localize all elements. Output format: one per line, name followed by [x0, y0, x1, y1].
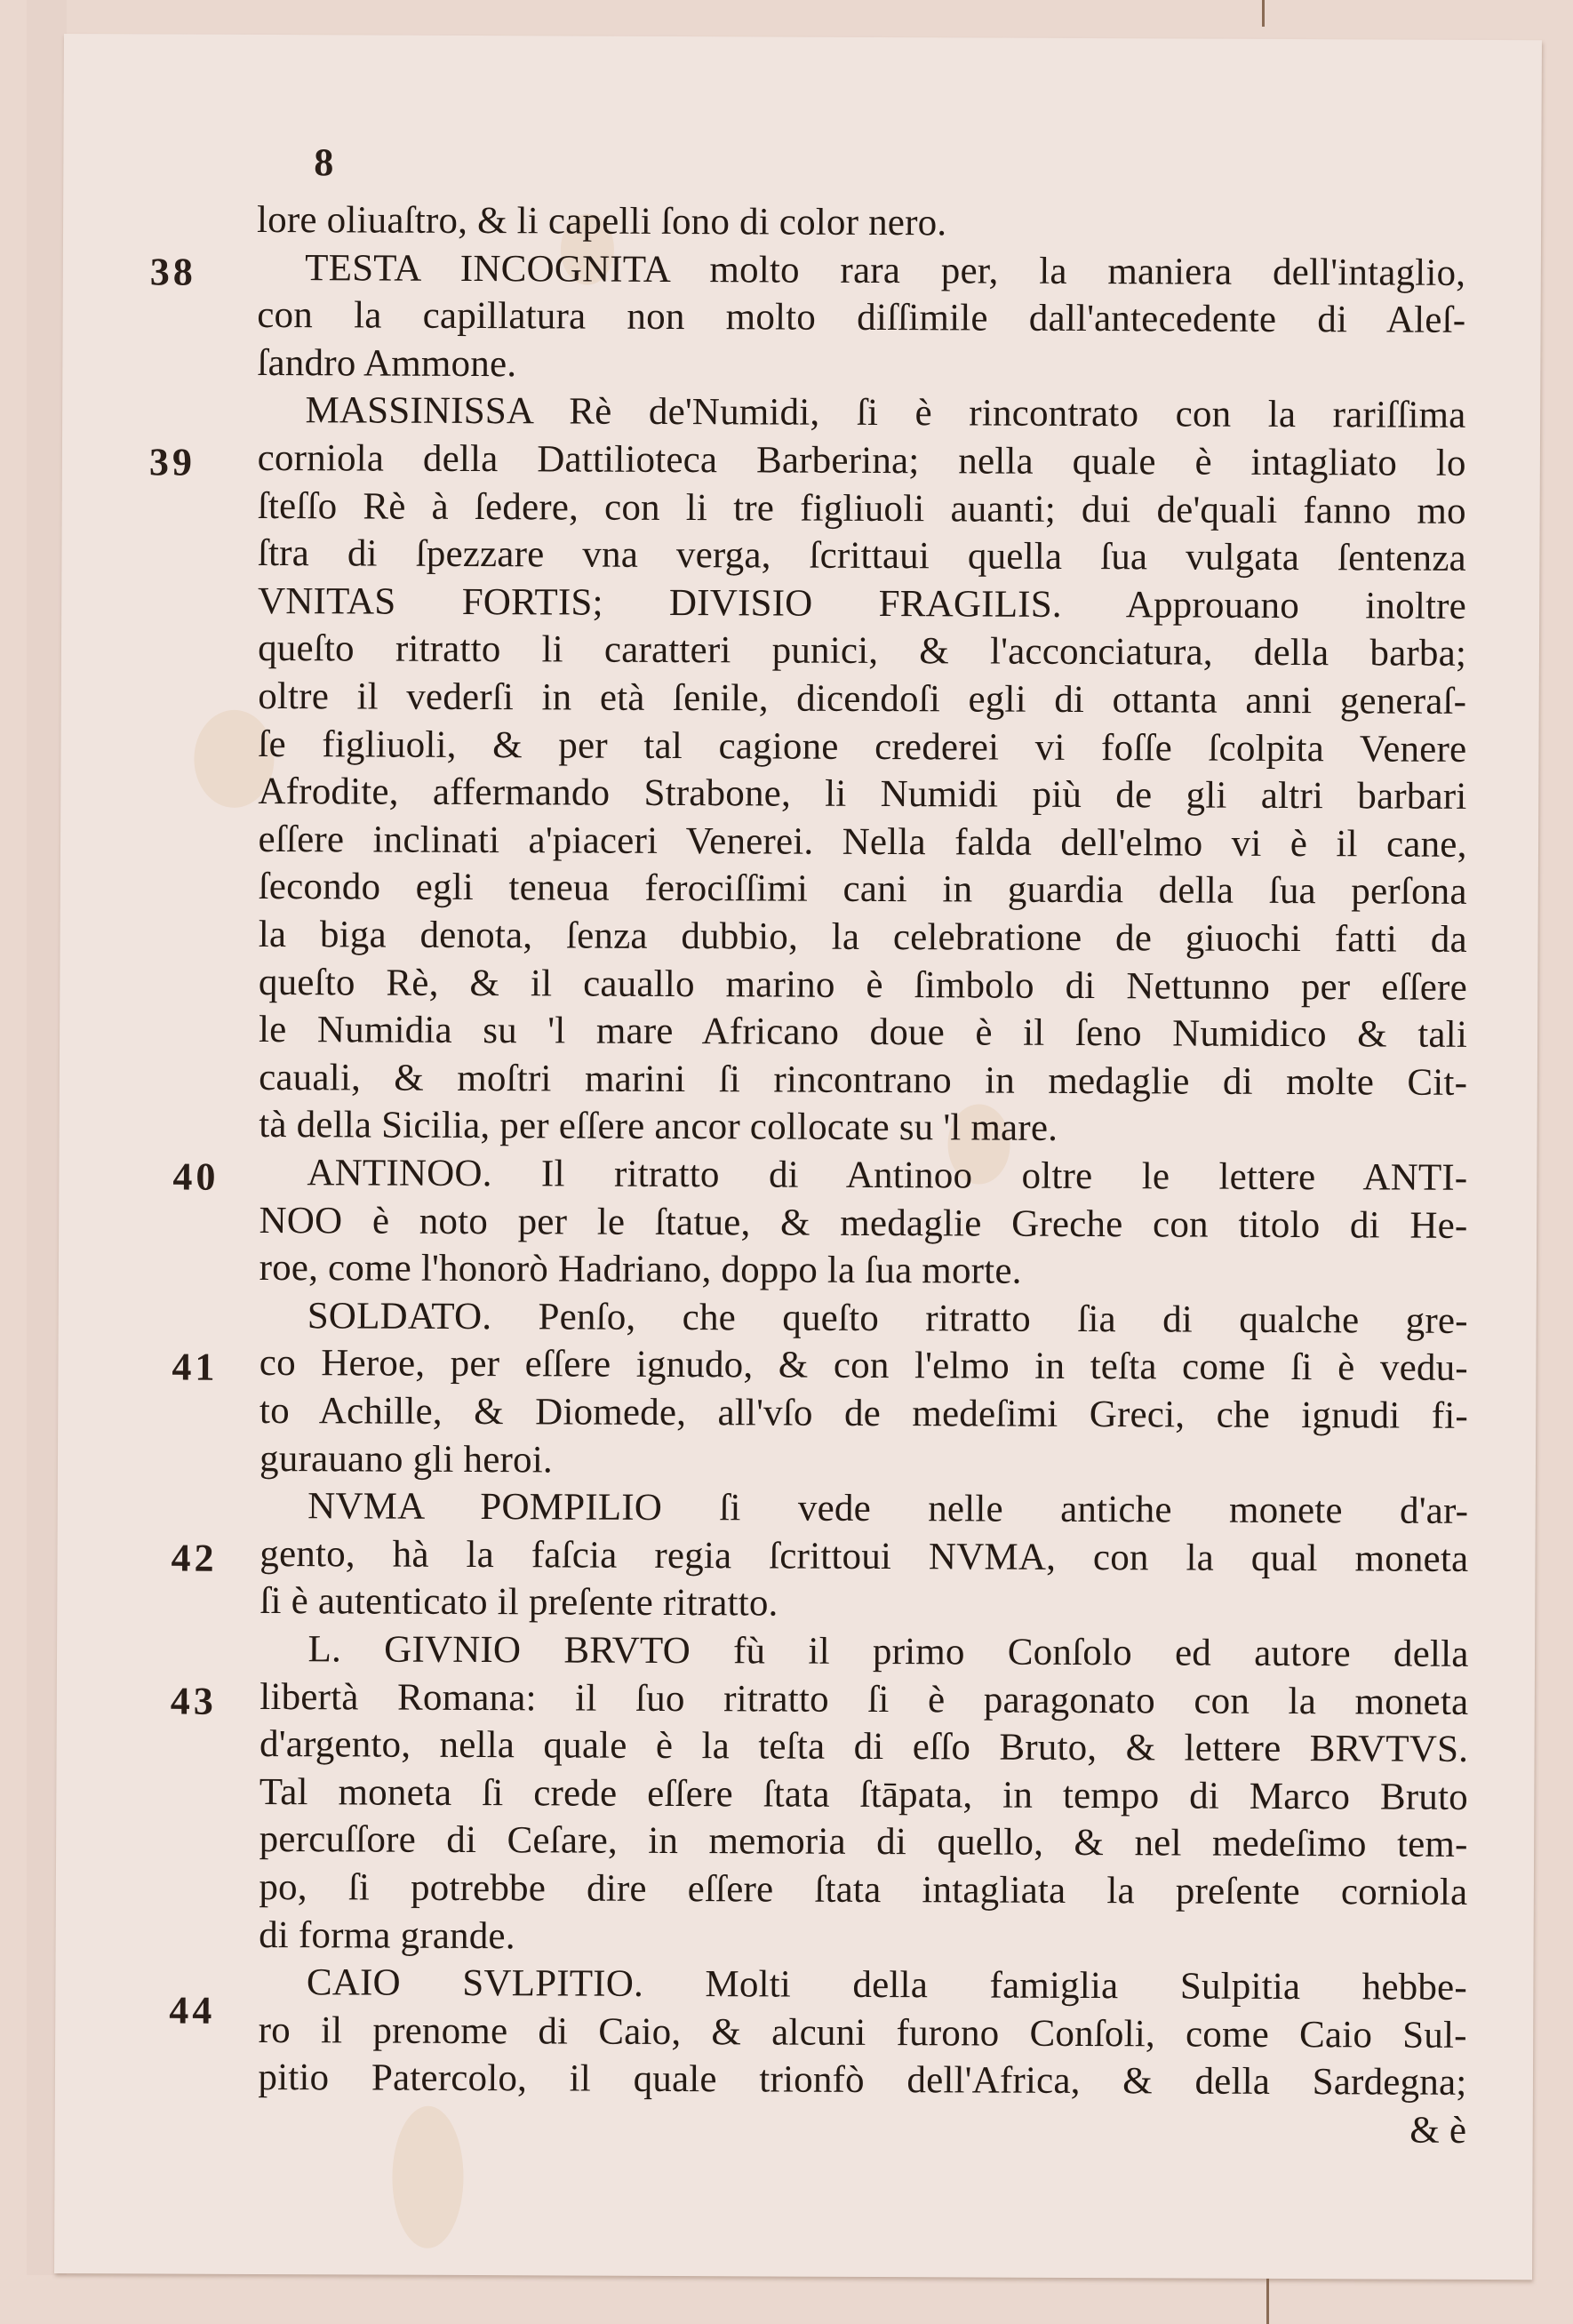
text-line — [258, 435, 1466, 488]
text-line — [259, 1101, 1467, 1154]
text-line — [259, 1054, 1467, 1107]
text-line — [259, 1149, 1467, 1202]
text-line-content: d'argento, nella quale è la teſta di eſſo Bruto, & lettere BRVTVS. — [260, 1723, 1469, 1771]
text-line — [257, 291, 1465, 345]
text-line-content: ANTINOO. Il ritratto di Antinoo oltre le lettere ANTI- — [307, 1152, 1468, 1199]
text-line — [260, 1482, 1468, 1536]
text-line — [260, 1339, 1468, 1393]
page-number: 8 — [314, 140, 334, 185]
text-line — [259, 959, 1467, 1012]
text-line-content: TESTA INCOGNITA molto rara per, la maniera dell'intaglio, — [305, 246, 1466, 294]
text-line-content: NVMA POMPILIO ſi vede nelle antiche monete d'ar- — [307, 1485, 1469, 1533]
text-line-content: roe, come l'honorò Hadriano, doppo la ſua morte. — [259, 1247, 1022, 1292]
text-line — [260, 1673, 1468, 1727]
text-line — [258, 578, 1466, 631]
text-line — [260, 1387, 1468, 1441]
text-line-content: ſandro Ammone. — [257, 341, 517, 386]
text-line-content: ſe figliuoli, & per tal cagione crederei vi foſſe ſcolpita Venere — [258, 723, 1467, 771]
text-line-content: gurauano gli heroi. — [259, 1437, 553, 1481]
text-line — [259, 2007, 1467, 2060]
text-line — [258, 768, 1466, 821]
text-line-content: ſi è autenticato il preſente ritratto. — [260, 1580, 779, 1625]
text-line-content: la biga denota, ſenza dubbio, la celebratione de giuochi fatti da — [258, 913, 1467, 961]
text-line — [259, 911, 1467, 964]
text-line — [260, 1577, 1468, 1631]
text-line-content: ſtra di ſpezzare vna verga, ſcrittaui quella ſua vulgata ſentenza — [257, 532, 1466, 580]
text-line-content: cauali, & moſtri marini ſi rincontrano in medaglie di molte Cit- — [259, 1056, 1468, 1104]
text-line-content: tà della Sicilia, per eſſere ancor collocate su 'l mare. — [259, 1104, 1058, 1150]
text-line — [258, 816, 1466, 869]
text-line-content: CAIO SVLPITIO. Molti della famiglia Sulpitia hebbe- — [306, 1961, 1468, 2009]
text-line — [257, 387, 1465, 440]
text-line-content: eſſere inclinati a'piaceri Venerei. Nella falda dell'elmo vi è il cane, — [258, 818, 1467, 866]
text-line — [259, 863, 1467, 916]
text-line-content: Afrodite, affermando Strabone, li Numidi più de gli altri barbari — [258, 771, 1467, 819]
text-line — [260, 1244, 1468, 1298]
text-line — [259, 1912, 1467, 1965]
text-line — [258, 673, 1466, 726]
text-line-content: to Achille, & Diomede, all'vſo de medeſimi Greci, che ignudi fi- — [259, 1389, 1469, 1437]
text-line-content: SOLDATO. Penſo, che queſto ritratto ſia di qualche gre- — [307, 1295, 1468, 1342]
text-line-content: Tal moneta ſi crede eſſere ſtata ſtāpata, in tempo di Marco Bruto — [259, 1770, 1468, 1818]
text-line — [258, 721, 1466, 774]
backdrop-seam — [1262, 0, 1265, 27]
text-line-content: po, ſi potrebbe dire eſſere ſtata intagliata la preſente corniola — [259, 1865, 1468, 1913]
text-line — [260, 1292, 1468, 1346]
text-line — [259, 1197, 1467, 1250]
text-line-content: con la capillatura non molto diſſimile dall'antecedente di Aleſ- — [257, 294, 1466, 342]
text-line-content: percuſſore di Ceſare, in memoria di quello, & nel medeſimo tem- — [259, 1818, 1468, 1866]
text-line-content: VNITAS FORTIS; DIVISIO FRAGILIS. Approuano inoltre — [257, 579, 1467, 627]
margin-number: 38 — [149, 250, 196, 294]
margin-number: 40 — [172, 1154, 220, 1199]
text-line — [260, 1435, 1468, 1489]
text-line — [260, 1721, 1468, 1774]
margin-number: 43 — [170, 1679, 217, 1723]
text-line-content: pitio Patercolo, il quale trionfò dell'Africa, & della Sardegna; — [258, 2056, 1467, 2104]
text-line — [260, 1625, 1468, 1679]
text-line-content: ſteſſo Rè à ſedere, con li tre figliuoli auanti; dui de'quali fanno mo — [257, 484, 1466, 532]
text-line — [260, 1530, 1468, 1584]
text-line-content: corniola della Dattilioteca Barberina; nella quale è intagliato lo — [257, 436, 1466, 484]
text-line — [258, 483, 1466, 536]
text-line-content: ro il prenome di Caio, & alcuni furono Conſoli, come Caio Sul- — [258, 2009, 1467, 2056]
text-line — [257, 196, 1465, 250]
text-line-content: & è — [1409, 2109, 1467, 2152]
text-line-content: queſto ritratto li caratteri punici, & l'acconciatura, della barba; — [258, 627, 1467, 675]
text-line-content: libertà Romana: il ſuo ritratto ſi è paragonato con la moneta — [260, 1675, 1469, 1723]
text-line — [257, 339, 1465, 393]
text-line-content: le Numidia su 'l mare Africano doue è il ſeno Numidico & tali — [258, 1009, 1468, 1057]
text-line — [259, 1864, 1467, 1917]
text-line — [257, 244, 1465, 298]
text-line — [259, 1006, 1467, 1059]
margin-number: 41 — [172, 1345, 219, 1390]
text-line — [258, 530, 1466, 583]
text-line-content: gento, hà la faſcia regia ſcrittoui NVMA, con la qual moneta — [260, 1532, 1469, 1580]
text-line-content: NOO è noto per le ſtatue, & medaglie Greche con titolo di He- — [259, 1199, 1468, 1247]
text-line-content: MASSINISSA Rè de'Numidi, ſi è rincontrato con la rariſſima — [305, 389, 1466, 437]
text-line — [260, 1769, 1468, 1822]
text-line-content: L. GIVNIO BRVTO fù il primo Conſolo ed autore della — [307, 1628, 1469, 1675]
catchword — [258, 2102, 1466, 2155]
margin-number: 44 — [169, 1988, 216, 2033]
margin-number: 42 — [171, 1536, 218, 1580]
text-line-content: ſecondo egli teneua ferociſſimi cani in guardia della ſua perſona — [258, 866, 1467, 914]
text-line — [258, 2054, 1466, 2107]
book-page — [54, 34, 1542, 2280]
text-line — [260, 1816, 1468, 1869]
text-line — [259, 1959, 1467, 2012]
text-line-content: queſto Rè, & il cauallo marino è ſimbolo di Nettunno per eſſere — [258, 961, 1468, 1009]
text-line-content: lore oliuaſtro, & li capelli ſono di color nero. — [256, 198, 947, 244]
text-line — [258, 625, 1466, 678]
text-line-content: co Heroe, per eſſere ignudo, & con l'elmo in teſta come ſi è vedu- — [259, 1342, 1468, 1390]
margin-number: 39 — [148, 440, 196, 484]
text-line-content: di forma grande. — [259, 1913, 515, 1957]
text-line-content: oltre il vederſi in età ſenile, dicendoſi egli di ottanta anni generaſ- — [258, 675, 1467, 723]
